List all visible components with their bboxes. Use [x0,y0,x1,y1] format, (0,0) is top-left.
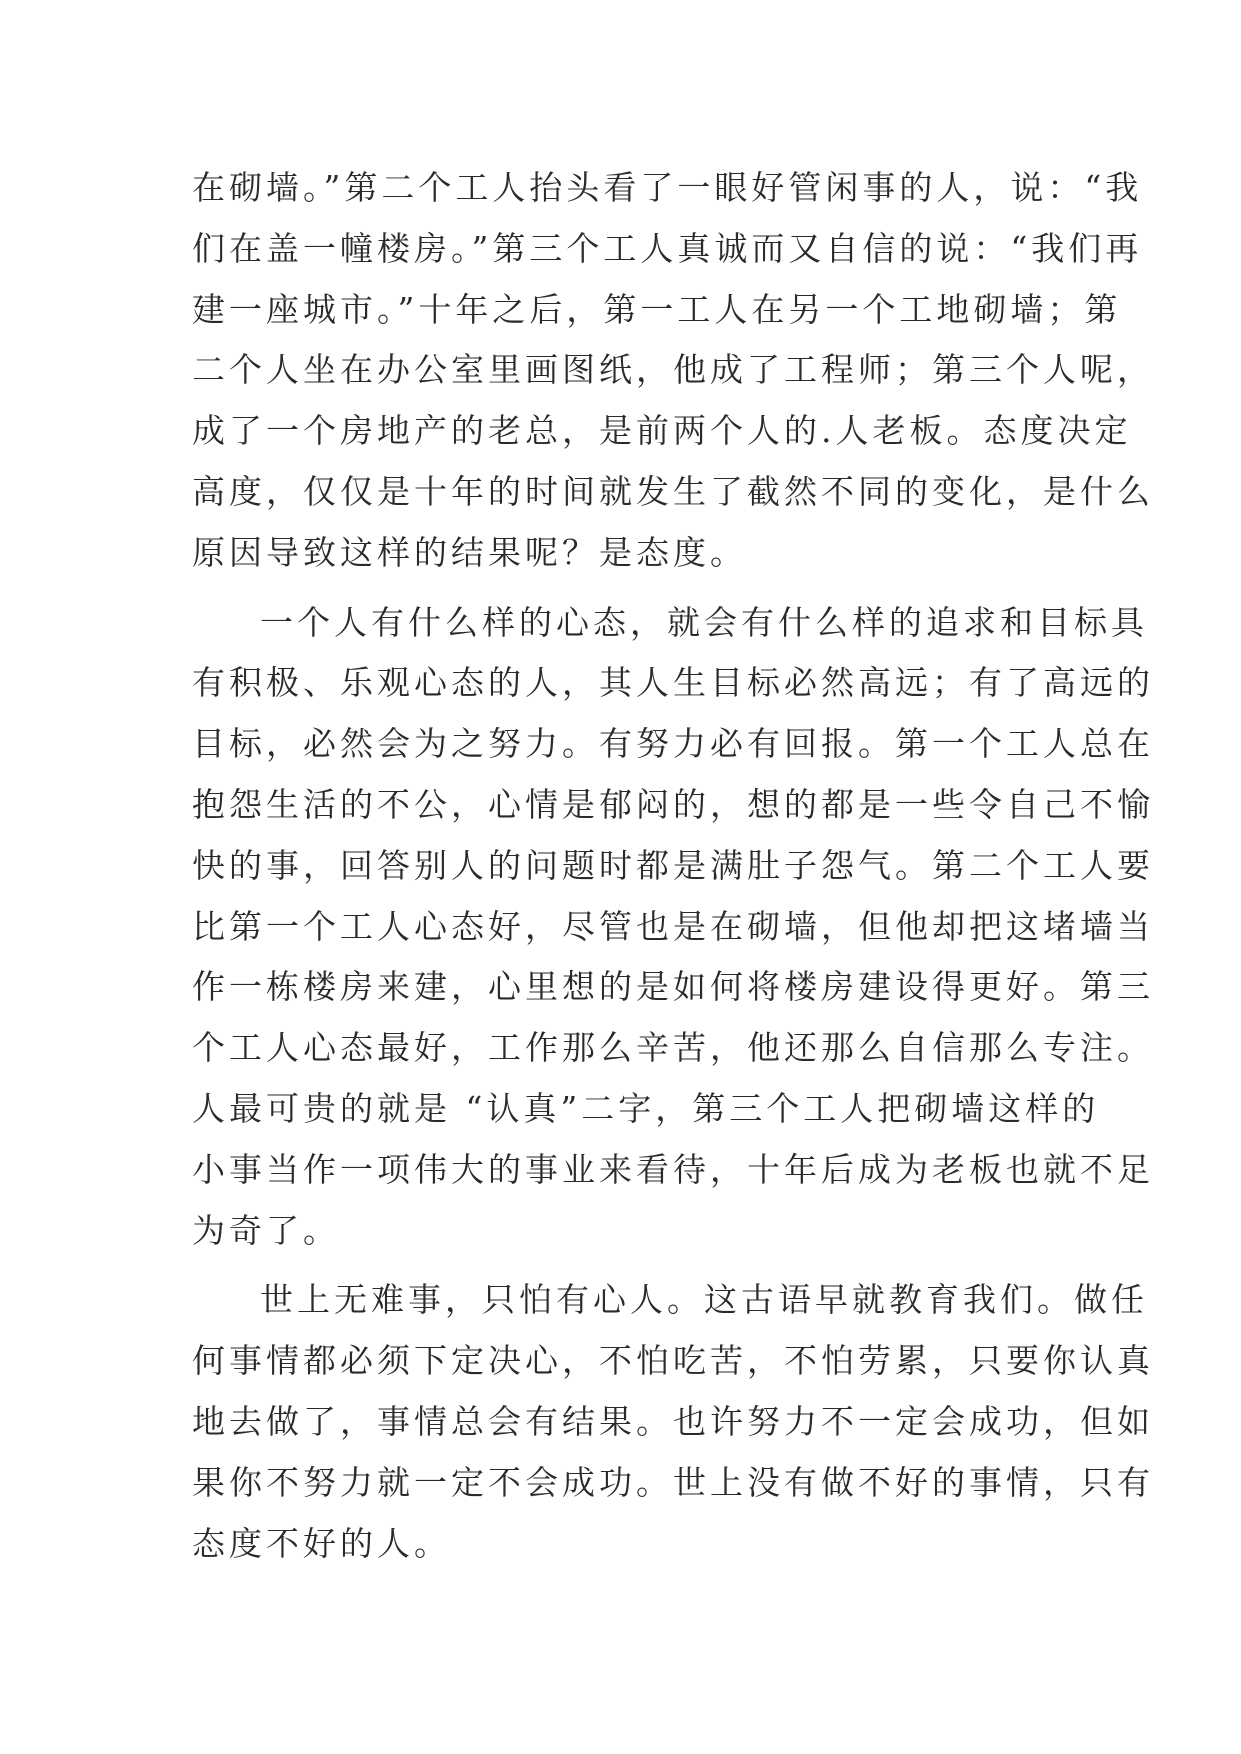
text-line: 高度，仅仅是十年的时间就发生了截然不同的变化，是什么 [192,471,1154,511]
text-line: 为奇了。 [192,1210,340,1250]
text-line: 们在盖一幢楼房。”第三个工人真诚而又自信的说：“我们再 [192,228,1143,268]
text-line: 有积极、乐观心态的人，其人生目标必然高远；有了高远的 [192,663,1154,703]
text-line: 世上无难事，只怕有心人。这古语早就教育我们。做任 [260,1280,1148,1320]
text-line: 作一栋楼房来建，心里想的是如何将楼房建设得更好。第三 [192,967,1154,1007]
text-line: 目标，必然会为之努力。有努力必有回报。第一个工人总在 [192,724,1154,764]
text-line: 何事情都必须下定决心，不怕吃苦，不怕劳累，只要你认真 [192,1341,1154,1381]
paragraph-3 [192,1270,1154,1574]
text-line: 果你不努力就一定不会成功。世上没有做不好的事情，只有 [192,1462,1154,1502]
text-line: 二个人坐在办公室里画图纸，他成了工程师；第三个人呢， [192,350,1154,390]
text-line: 态度不好的人。 [192,1523,451,1563]
text-line: 原因导致这样的结果呢？是态度。 [192,532,747,572]
text-line: 人最可贵的就是 “认真”二字，第三个工人把砌墙这样的 [192,1088,1100,1128]
text-line: 比第一个工人心态好，尽管也是在砌墙，但他却把这堵墙当 [192,906,1154,946]
text-line: 快的事，回答别人的问题时都是满肚子怨气。第二个工人要 [192,845,1154,885]
text-line: 建一座城市。”十年之后，第一工人在另一个工地砌墙；第 [192,289,1122,329]
text-line: 成了一个房地产的老总，是前两个人的.人老板。态度决定 [192,411,1132,451]
text-line: 小事当作一项伟大的事业来看待，十年后成为老板也就不足 [192,1149,1154,1189]
text-line: 一个人有什么样的心态，就会有什么样的追求和目标具 [260,602,1148,642]
text-line: 抱怨生活的不公，心情是郁闷的，想的都是一些令自己不愉 [192,784,1154,824]
paragraph-2 [192,593,1154,1262]
document-body [192,158,1154,1583]
text-line: 地去做了，事情总会有结果。也许努力不一定会成功，但如 [192,1401,1154,1441]
text-line: 在砌墙。”第二个工人抬头看了一眼好管闲事的人，说：“我 [192,168,1143,207]
paragraph-1 [192,158,1154,584]
text-line: 个工人心态最好，工作那么辛苦，他还那么自信那么专注。 [192,1028,1154,1068]
